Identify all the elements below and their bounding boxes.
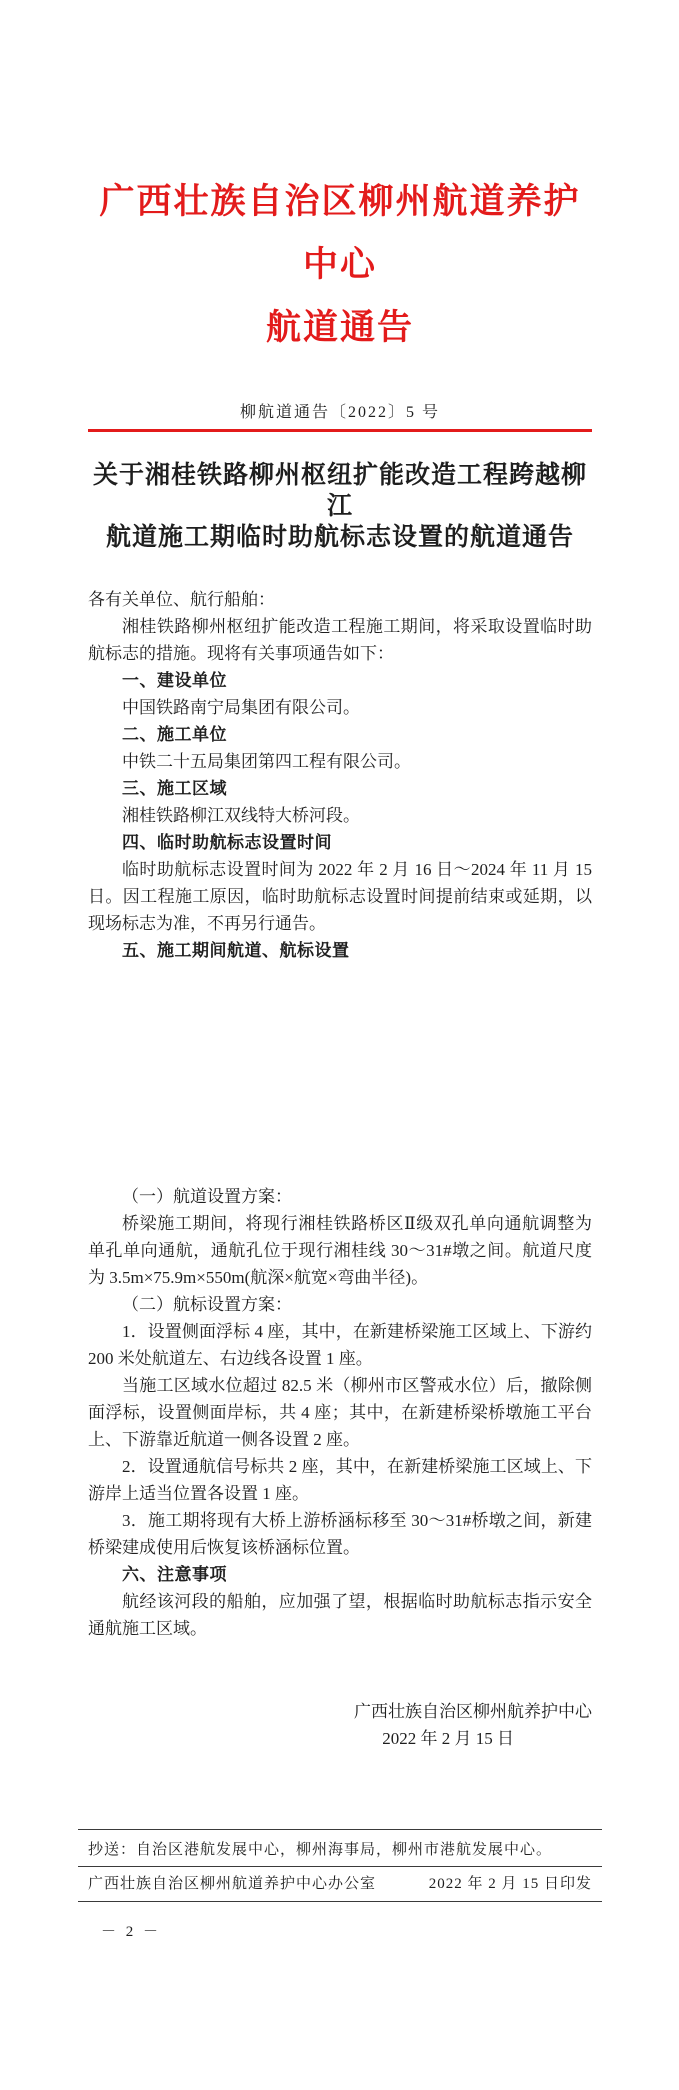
subsection-2-item-2: 2．设置通航信号标共 2 座，其中，在新建桥梁施工区域上、下游岸上适当位置各设置 1 座。 xyxy=(88,1457,592,1503)
masthead-org-name: 广西壮族自治区柳州航道养护中心 xyxy=(99,182,581,284)
section-6-paragraph: 航经该河段的船舶，应加强了望，根据临时助航标志指示安全通航施工区域。 xyxy=(88,1592,592,1638)
section-2-heading: 二、施工单位 xyxy=(122,725,227,744)
signature-block xyxy=(88,1698,592,1752)
section-5-heading: 五、施工期间航道、航标设置 xyxy=(122,941,350,960)
section-1-paragraph: 中国铁路南宁局集团有限公司。 xyxy=(122,698,360,717)
section-4-heading: 四、临时助航标志设置时间 xyxy=(122,833,332,852)
section-6-heading: 六、注意事项 xyxy=(122,1565,227,1584)
subsection-1-heading: （一）航道设置方案： xyxy=(122,1187,292,1206)
footer-print-date: 2022 年 2 月 15 日印发 xyxy=(428,1876,592,1892)
document-number: 柳航道通告〔2022〕5 号 xyxy=(239,404,440,421)
salutation: 各有关单位、航行船舶： xyxy=(88,590,275,609)
notice-title-line-1: 关于湘桂铁路柳州枢纽扩能改造工程跨越柳江 xyxy=(92,462,587,520)
red-masthead xyxy=(88,170,592,359)
section-4-paragraph: 临时助航标志设置时间为 2022 年 2 月 16 日～2024 年 11 月 15 日。因工程施工原因，临时助航标志设置时间提前结束或延期，以现场标志为准，不再另行通告。 xyxy=(88,860,592,933)
red-divider-rule xyxy=(88,429,592,432)
section-3-paragraph: 湘桂铁路柳江双线特大桥河段。 xyxy=(122,806,360,825)
masthead-notice-type: 航道通告 xyxy=(265,308,414,347)
intro-paragraph: 湘桂铁路柳州枢纽扩能改造工程施工期间，将采取设置临时助航标志的措施。现将有关事项通告如下： xyxy=(88,617,592,663)
notice-title-line-2: 航道施工期临时助航标志设置的航道通告 xyxy=(105,524,574,551)
document-page xyxy=(0,170,679,2090)
subsection-2-item-3: 3．施工期将现有大桥上游桥涵标移至 30～31#桥墩之间，新建桥梁建成使用后恢复该桥涵标位置。 xyxy=(88,1511,592,1557)
footer-issuing-office: 广西壮族自治区柳州航道养护中心办公室 xyxy=(88,1876,377,1892)
page-number: － 2 － xyxy=(101,1924,162,1940)
section-3-heading: 三、施工区域 xyxy=(122,779,227,798)
body-page-1 xyxy=(88,586,592,964)
body-page-2 xyxy=(88,1183,592,1642)
signature-date: 2022 年 2 月 15 日 xyxy=(382,1729,514,1748)
subsection-1-paragraph: 桥梁施工期间，将现行湘桂铁路桥区Ⅱ级双孔单向通航调整为单孔单向通航，通航孔位于现行湘桂线 30～31#墩之间。航道尺度为 3.5m×75.9m×550m(航深×航宽×弯曲半径)。 xyxy=(88,1214,592,1287)
subsection-2-item-1: 1．设置侧面浮标 4 座，其中，在新建桥梁施工区域上、下游约 200 米处航道左、右边线各设置 1 座。 xyxy=(88,1322,592,1368)
footer-box xyxy=(78,1829,602,1902)
section-2-paragraph: 中铁二十五局集团第四工程有限公司。 xyxy=(122,752,411,771)
footer-cc-line: 抄送：自治区港航发展中心，柳州海事局，柳州市港航发展中心。 xyxy=(78,1830,602,1867)
subsection-2-heading: （二）航标设置方案： xyxy=(122,1295,292,1314)
footer-office-row xyxy=(78,1867,602,1902)
notice-title xyxy=(88,460,592,553)
signature-org: 广西壮族自治区柳州航养护中心 xyxy=(354,1702,592,1721)
section-1-heading: 一、建设单位 xyxy=(122,671,227,690)
document-content xyxy=(0,170,679,1941)
subsection-2-item-1b: 当施工区域水位超过 82.5 米（柳州市区警戒水位）后，撤除侧面浮标，设置侧面岸标，共 4 座；其中，在新建桥梁桥墩施工平台上、下游靠近航道一侧各设置 2 座。 xyxy=(88,1376,592,1449)
